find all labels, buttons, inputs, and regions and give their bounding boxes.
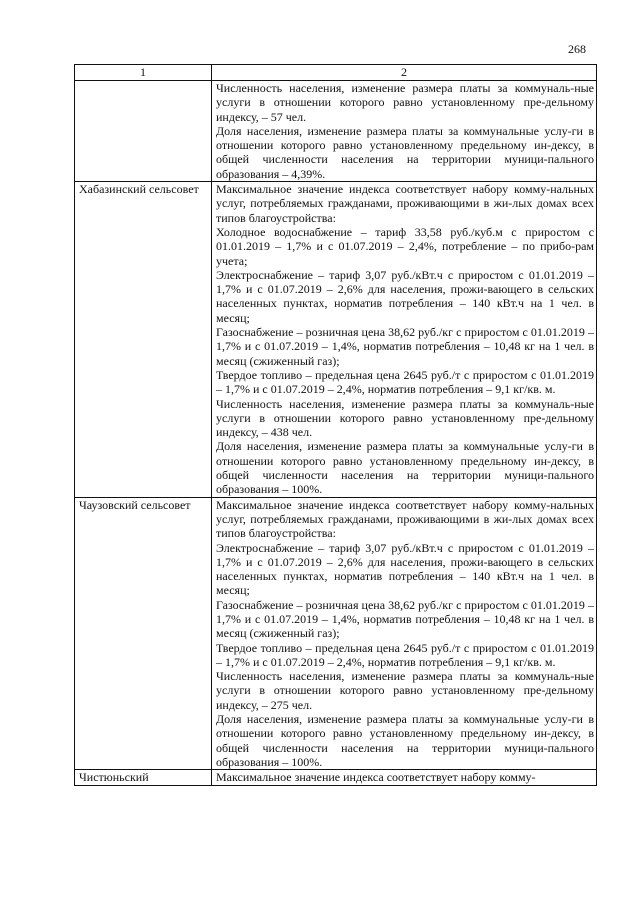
municipality-name: Чаузовский сельсовет — [79, 497, 191, 512]
paragraph: Численность населения, изменение размера платы за коммуналь-ные услуги в отношении которого равно установленному пре-дельному индексу, – 275 чел. — [216, 669, 594, 712]
paragraph: Максимальное значение индекса соответствует набору комму- — [216, 770, 536, 785]
table-row — [75, 770, 597, 785]
paragraph: Электроснабжение – тариф 3,07 руб./кВт.ч с приростом с 01.01.2019 – 1,7% и с 01.07.2019 – 2,6% для населения, прожи-вающего в сельских населенных пунктах, норматив потребления – 140 кВт.ч на 1 чел. в месяц; — [216, 540, 594, 598]
municipality-name-cell — [75, 182, 212, 498]
table-row — [75, 497, 597, 770]
table-row — [75, 81, 597, 182]
municipality-name-cell — [75, 770, 212, 785]
column-header: 1 — [75, 65, 212, 81]
paragraph: Доля населения, изменение размера платы за коммунальные услу-ги в отношении которого равно установленному предельному ин-дексу, в общей численности населения на территории муници-пального образования – 100%. — [216, 439, 594, 497]
paragraph: Максимальное значение индекса соответствует набору комму-нальных услуг, потребляемых гражданами, проживающими в жи-лых домах всех типов благоустройства: — [216, 497, 594, 541]
paragraph: Холодное водоснабжение – тариф 33,58 руб./куб.м с приростом с 01.01.2019 – 1,7% и с 01.07.2019 – 2,4%, потребление – по прибо-рам учета; — [216, 224, 594, 268]
paragraph: Максимальное значение индекса соответствует набору комму-нальных услуг, потребляемых гражданами, проживающими в жи-лых домах всех типов благоустройства: — [216, 182, 594, 225]
municipality-table — [74, 64, 597, 786]
paragraph: Доля населения, изменение размера платы за коммунальные услу-ги в отношении которого равно установленному предельному ин-дексу, в общей численности населения на территории муници-пального образования – 100%. — [216, 712, 594, 769]
paragraph: Доля населения, изменение размера платы за коммунальные услу-ги в отношении которого равно установленному предельному ин-дексу, в общей численности населения на территории муници-пального образования – 4,39%. — [216, 123, 594, 181]
paragraph: Газоснабжение – розничная цена 38,62 руб./кг с приростом с 01.01.2019 – 1,7% и с 01.07.2019 – 1,4%, норматив потребления – 10,48 кг на 1 чел. в месяц (сжиженный газ); — [216, 597, 594, 641]
table-header-row — [75, 65, 597, 81]
municipality-name-cell — [75, 497, 212, 770]
column-header: 2 — [212, 65, 597, 81]
description-cell — [212, 182, 597, 498]
page-number: 268 — [568, 42, 586, 56]
municipality-name: Хабазинский сельсовет — [79, 182, 199, 197]
description-cell — [212, 497, 597, 770]
paragraph: Электроснабжение – тариф 3,07 руб./кВт.ч с приростом с 01.01.2019 – 1,7% и с 01.07.2019 – 2,6% для населения, прожи-вающего в сельских населенных пунктах, норматив потребления – 140 кВт.ч на 1 чел. в месяц; — [216, 267, 594, 325]
description-cell — [212, 770, 597, 785]
description-cell — [212, 81, 597, 182]
paragraph: Численность населения, изменение размера платы за коммуналь-ные услуги в отношении которого равно установленному пре-дельному индексу, – 57 чел. — [216, 81, 594, 124]
table-row — [75, 182, 597, 498]
municipality-name-cell — [75, 81, 212, 182]
paragraph: Твердое топливо – предельная цена 2645 руб./т с приростом с 01.01.2019 – 1,7% и с 01.07.2019 – 2,4%, норматив потребления – 9,1 кг/кв. м. — [216, 640, 594, 669]
paragraph: Газоснабжение – розничная цена 38,62 руб./кг с приростом с 01.01.2019 – 1,7% и с 01.07.2019 – 1,4%, норматив потребления – 10,48 кг на 1 чел. в месяц (сжиженный газ); — [216, 325, 594, 368]
municipality-name: Чистюньский — [79, 770, 149, 785]
paragraph: Твердое топливо – предельная цена 2645 руб./т с приростом с 01.01.2019 – 1,7% и с 01.07.2019 – 2,4%, норматив потребления – 9,1 кг/кв. м. — [216, 367, 594, 397]
paragraph: Численность населения, изменение размера платы за коммуналь-ные услуги в отношении которого равно установленному пре-дельному индексу, – 438 чел. — [216, 396, 594, 440]
